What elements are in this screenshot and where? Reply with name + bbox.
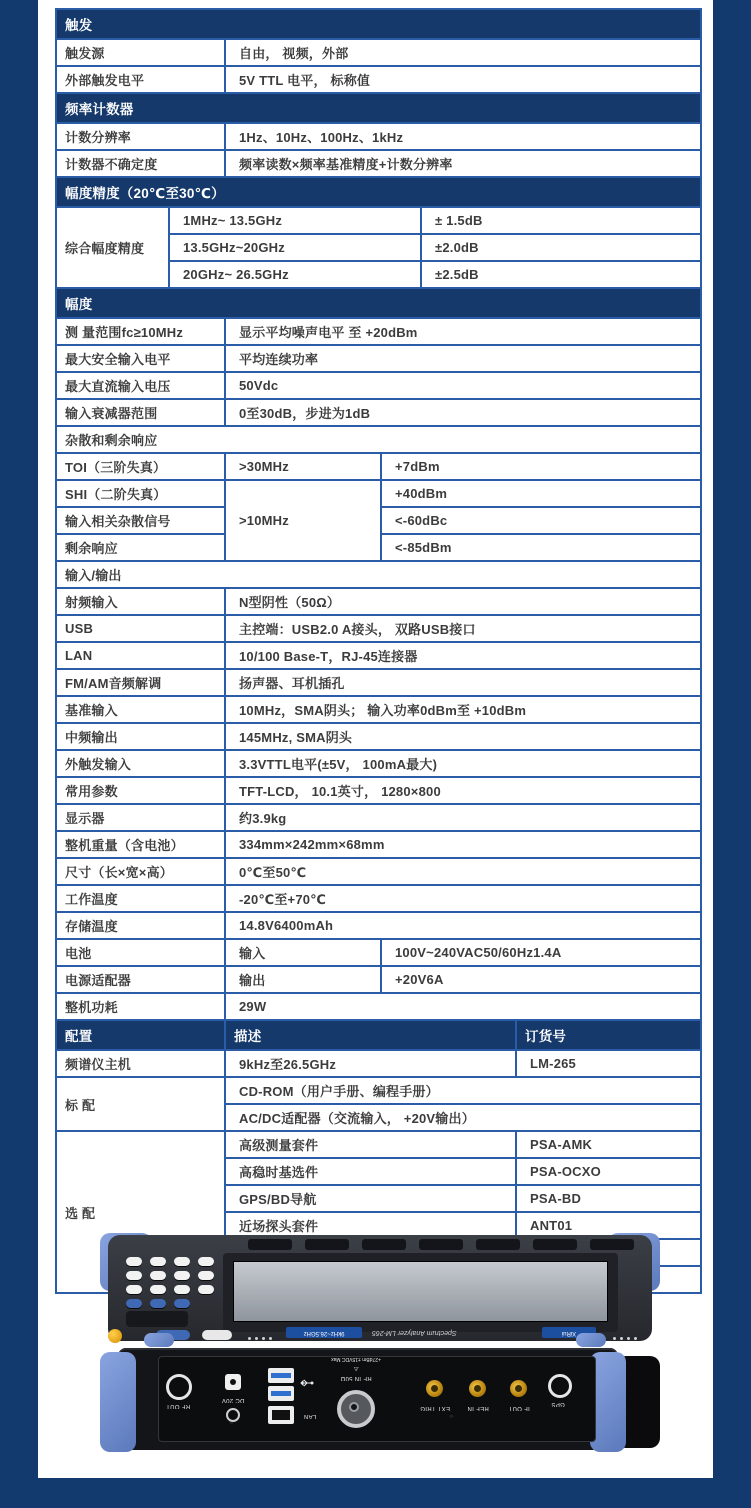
spec-value: 9kHz至26.5GHz — [225, 1050, 516, 1077]
ref-in-port — [469, 1380, 486, 1397]
product-photo-front — [100, 1233, 660, 1347]
spec-value: 3.3VTTL电平(±5V， 100mA最大) — [225, 750, 701, 777]
device-body — [108, 1235, 652, 1341]
freq-range-label: 9kHz~26.5GHz — [286, 1327, 362, 1338]
spec-value: 1MHz~ 13.5GHz — [169, 207, 421, 234]
warning-icon: ⚠ — [353, 1365, 359, 1371]
gps-label: GPS — [551, 1401, 565, 1407]
spec-value: CD-ROM（用户手册、编程手册） — [225, 1077, 701, 1104]
spec-value: <-60dBc — [381, 507, 701, 534]
spec-value: 5V TTL 电平， 标称值 — [225, 66, 701, 93]
order-number: ANT01 — [516, 1212, 701, 1239]
keypad-key — [150, 1271, 166, 1280]
spec-label: LAN — [56, 642, 225, 669]
spec-label: 频谱仪主机 — [56, 1050, 225, 1077]
spec-label: 剩余响应 — [56, 534, 225, 561]
config-header-order-number: 订货号 — [516, 1020, 701, 1050]
usb-port — [268, 1368, 294, 1383]
keypad-key — [174, 1257, 190, 1266]
rf-out-port — [166, 1374, 192, 1400]
spec-value: <-85dBm — [381, 534, 701, 561]
spec-label: 常用参数 — [56, 777, 225, 804]
order-number: LM-265 — [516, 1050, 701, 1077]
section-header-trigger: 触发 — [56, 9, 701, 39]
spec-label: USB — [56, 615, 225, 642]
spec-value: 输入 — [225, 939, 381, 966]
spec-value: 10MHz，SMA阴头； 输入功率0dBm至 +10dBm — [225, 696, 701, 723]
spec-label: 中频输出 — [56, 723, 225, 750]
spec-value: 50Vdc — [225, 372, 701, 399]
spec-value: N型阴性（50Ω） — [225, 588, 701, 615]
spec-value: +20V6A — [381, 966, 701, 993]
spec-value: 扬声器、耳机插孔 — [225, 669, 701, 696]
spec-value: 29W — [225, 993, 701, 1020]
spec-label: 整机功耗 — [56, 993, 225, 1020]
spec-value: 显示平均噪声电平 至 +20dBm — [225, 318, 701, 345]
keypad-key — [174, 1271, 190, 1280]
config-header-description: 描述 — [225, 1020, 516, 1050]
spec-label: 外部触发电平 — [56, 66, 225, 93]
ext-trig-port — [426, 1380, 443, 1397]
bumper-left — [100, 1352, 136, 1452]
spec-value: >30MHz — [225, 453, 381, 480]
keypad-key — [198, 1257, 214, 1266]
function-key — [362, 1239, 406, 1250]
spec-label: 尺寸（长×宽×高） — [56, 858, 225, 885]
rotary-knob — [126, 1311, 188, 1327]
spec-value: 13.5GHz~20GHz — [169, 234, 421, 261]
keypad-key — [150, 1257, 166, 1266]
spec-label: FM/AM音频解调 — [56, 669, 225, 696]
lan-label: LAN — [303, 1413, 317, 1419]
function-key — [476, 1239, 520, 1250]
function-key — [419, 1239, 463, 1250]
brand-logo: XiRui — [542, 1327, 596, 1338]
spec-value: -20℃至+70℃ — [225, 885, 701, 912]
spec-label: 显示器 — [56, 804, 225, 831]
spec-label: 基准输入 — [56, 696, 225, 723]
if-out-port — [510, 1380, 527, 1397]
rf-in-label: RF IN 50Ω — [340, 1375, 372, 1381]
section-header-amplitude-accuracy: 幅度精度（20℃至30℃） — [56, 177, 701, 207]
order-number: PSA-BD — [516, 1185, 701, 1212]
spec-label: 综合幅度精度 — [56, 207, 169, 288]
spec-value: GPS/BD导航 — [225, 1185, 516, 1212]
spec-value: 约3.9kg — [225, 804, 701, 831]
spec-label: 射频输入 — [56, 588, 225, 615]
spec-value: 20GHz~ 26.5GHz — [169, 261, 421, 288]
function-key — [533, 1239, 577, 1250]
subsection-input-output: 输入/输出 — [56, 561, 701, 588]
keypad-key — [126, 1257, 142, 1266]
content-card — [38, 0, 713, 1478]
section-header-amplitude: 幅度 — [56, 288, 701, 318]
spec-label: 计数分辨率 — [56, 123, 225, 150]
dc-jack — [225, 1374, 241, 1390]
spec-label: 外触发输入 — [56, 750, 225, 777]
arrow-key — [174, 1299, 190, 1308]
spec-value: 0℃至50℃ — [225, 858, 701, 885]
spec-value: 145MHz, SMA阴头 — [225, 723, 701, 750]
lan-port — [268, 1406, 294, 1424]
spec-label: 输入衰减器范围 — [56, 399, 225, 426]
spec-label: 标 配 — [56, 1077, 225, 1131]
if-out-label: IF OUT — [508, 1405, 530, 1411]
spec-value: 高级测量套件 — [225, 1131, 516, 1158]
spec-label: 整机重量（含电池） — [56, 831, 225, 858]
spec-value: 自由， 视频，外部 — [225, 39, 701, 66]
function-key — [248, 1239, 292, 1250]
max-input-warning: +27dBm ±15VDC Max — [331, 1356, 381, 1362]
spec-label: SHI（二阶失真） — [56, 480, 225, 507]
spec-label: 最大直流输入电压 — [56, 372, 225, 399]
headphone-jack — [226, 1408, 240, 1422]
spec-value: TFT-LCD， 10.1英寸， 1280×800 — [225, 777, 701, 804]
spec-value: 频率读数×频率基准精度+计数分辨率 — [225, 150, 701, 177]
spec-label: 存储温度 — [56, 912, 225, 939]
spec-value: AC/DC适配器（交流输入， +20V输出） — [225, 1104, 701, 1131]
section-header-frequency-counter: 频率计数器 — [56, 93, 701, 123]
gps-port — [548, 1374, 572, 1398]
spec-value: >10MHz — [225, 480, 381, 561]
ext-trig-label: EXT TRIG — [420, 1405, 450, 1411]
spec-value: 100V~240VAC50/60Hz1.4A — [381, 939, 701, 966]
spec-label: 测 量范围fc≥10MHz — [56, 318, 225, 345]
spec-value: 平均连续功率 — [225, 345, 701, 372]
spec-value: ±2.0dB — [421, 234, 701, 261]
order-number: PSA-AMK — [516, 1131, 701, 1158]
spec-label: 最大安全输入电平 — [56, 345, 225, 372]
function-key — [305, 1239, 349, 1250]
model-label: Spectrum Analyzer LM-265 — [372, 1329, 457, 1336]
ref-in-label: REF IN — [467, 1405, 489, 1411]
spec-value: 14.8V6400mAh — [225, 912, 701, 939]
spec-table — [55, 8, 702, 1294]
rf-out-label: RF OUT — [165, 1403, 191, 1409]
power-button — [108, 1329, 122, 1343]
esc-key — [202, 1330, 232, 1340]
spec-value: 主控端：USB2.0 A接头， 双路USB接口 — [225, 615, 701, 642]
spec-label: 触发源 — [56, 39, 225, 66]
spec-value: 1Hz、10Hz、100Hz、1kHz — [225, 123, 701, 150]
keypad-key — [126, 1271, 142, 1280]
usb-icon — [300, 1378, 314, 1388]
spec-value: 近场探头套件 — [225, 1212, 516, 1239]
spec-value: 334mm×242mm×68mm — [225, 831, 701, 858]
spec-value: +40dBm — [381, 480, 701, 507]
function-key — [590, 1239, 634, 1250]
screen-bezel — [223, 1253, 618, 1332]
spec-value: +7dBm — [381, 453, 701, 480]
screen — [233, 1261, 608, 1322]
keypad-key — [198, 1271, 214, 1280]
order-number: PSA-OCXO — [516, 1158, 701, 1185]
bumper-bottom-right — [576, 1333, 606, 1347]
spec-label: 电源适配器 — [56, 966, 225, 993]
config-header-name: 配置 — [56, 1020, 225, 1050]
spec-value: 高稳时基选件 — [225, 1158, 516, 1185]
rf-in-connector — [337, 1390, 375, 1428]
spec-label: 工作温度 — [56, 885, 225, 912]
spec-value: 10/100 Base-T，RJ-45连接器 — [225, 642, 701, 669]
subsection-spurious-responses: 杂散和剩余响应 — [56, 426, 701, 453]
spec-value: 0至30dB，步进为1dB — [225, 399, 701, 426]
product-photo-rear — [100, 1348, 660, 1463]
usb-port — [268, 1386, 294, 1401]
arrow-key — [150, 1299, 166, 1308]
spec-value: ±2.5dB — [421, 261, 701, 288]
spec-label: 计数器不确定度 — [56, 150, 225, 177]
keypad-key — [150, 1285, 166, 1294]
keypad-key — [126, 1285, 142, 1294]
spec-label: 输入相关杂散信号 — [56, 507, 225, 534]
spec-value: ± 1.5dB — [421, 207, 701, 234]
spec-label: 选 配 — [56, 1131, 225, 1293]
keypad-key — [174, 1285, 190, 1294]
dc-label: DC 20V — [221, 1397, 245, 1403]
spec-label: 电池 — [56, 939, 225, 966]
bumper-bottom-left — [144, 1333, 174, 1347]
arrow-key — [126, 1299, 142, 1308]
keypad-key — [198, 1285, 214, 1294]
spec-label: TOI（三阶失真） — [56, 453, 225, 480]
spec-value: 输出 — [225, 966, 381, 993]
